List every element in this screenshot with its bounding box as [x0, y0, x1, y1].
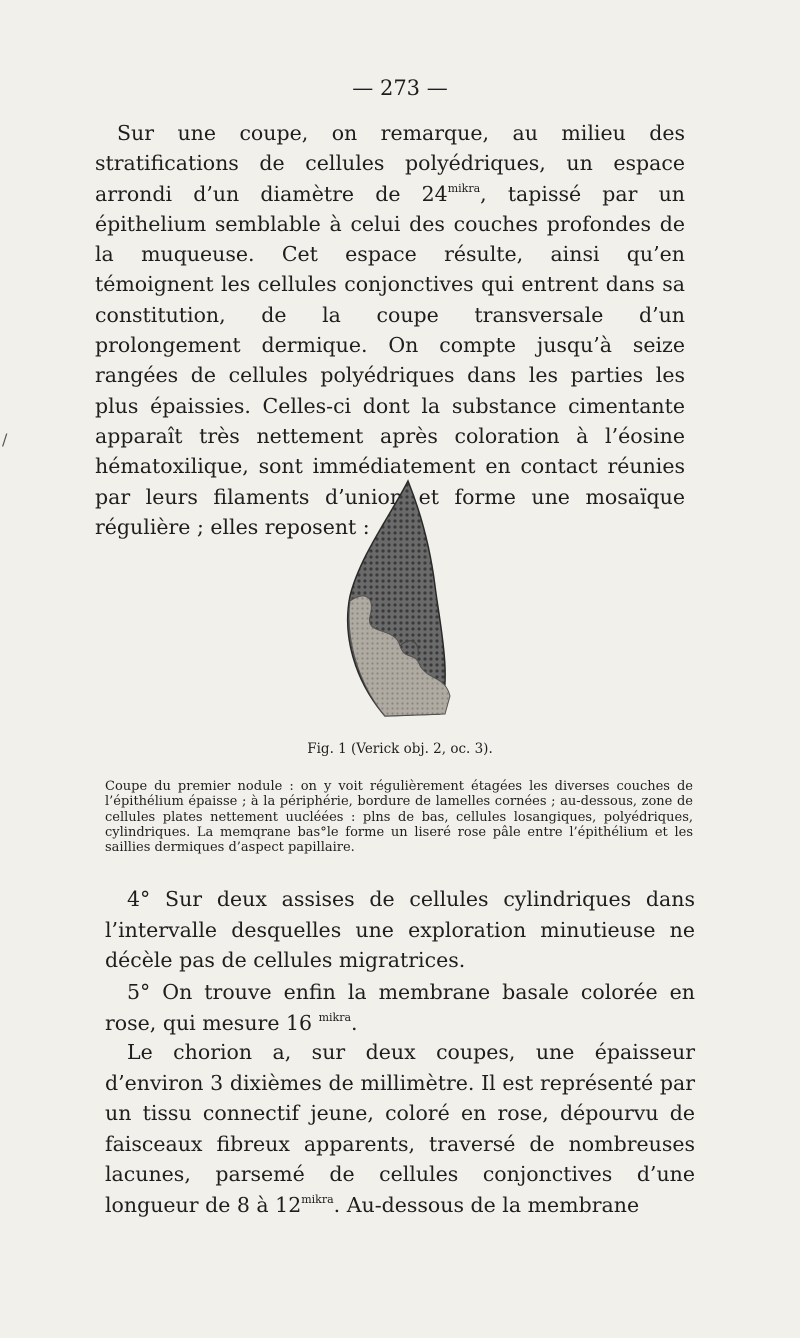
- unit-superscript: mikra: [301, 1192, 334, 1206]
- item-5-paragraph: [105, 977, 695, 1038]
- item-5-text-b: .: [351, 1010, 358, 1035]
- unit-superscript: mikra: [318, 1010, 352, 1024]
- chorion-text-b: . Au-dessous de la membrane: [333, 1192, 640, 1217]
- margin-mark: /: [2, 430, 8, 449]
- page-number: — 273 —: [352, 76, 448, 100]
- paragraph-text-b: , tapissé par un épithelium semblable à celui des couches profondes de la muqueuse. Cet espace résulte, ainsi qu’en témoignent les cellules conjonctives qui entrent dans sa constitution, de la coupe transversale d’un prolongement dermique. On compte jusqu’à seize rangées de cellules polyédriques dans les parties les plus épaissies. Celles-ci dont la substance cimentante apparaît très nettement après coloration à l’éosine hématoxilique, sont immédiatement en contact réunies par leurs filaments d’union et forme une mosaïque régulière ; elles reposent :: [95, 181, 685, 539]
- unit-superscript: mikra: [447, 181, 481, 195]
- figure-caption: Coupe du premier nodule : on y voit régulièrement étagées les diverses couches de l’épithélium épaisse ; à la périphérie, bordure de lamelles cornées ; au-dessous, zone de cellules plates nettement uucléées : plns de bas, cellules losangiques, polyédriques, cylindriques. La memqrane bas°le forme un liseré rose pâle entre l’épithélium et les saillies dermiques d’aspect papillaire.: [105, 779, 693, 856]
- histology-figure: [320, 476, 470, 721]
- figure-label: Fig. 1 (Verick obj. 2, oc. 3).: [307, 741, 493, 757]
- item-4-text: 4° Sur deux assises de cellules cylindriques dans l’intervalle desquelles une exploration minutieuse ne décèle pas de cellules migratrices.: [105, 887, 695, 972]
- item-4-paragraph: [105, 884, 695, 976]
- tissue-illustration: [320, 476, 470, 721]
- chorion-text-a: Le chorion a, sur deux coupes, une épaisseur d’environ 3 dixièmes de millimètre. Il est représenté par un tissu connectif jeune, coloré en rose, dépourvu de faisceaux fibreux apparents, traversé de nombreuses lacunes, parsemé de cellules conjonctives d’une longueur de 8 à 12: [105, 1040, 695, 1217]
- paragraph-text-a: Sur une coupe, on remarque, au milieu des stratifications de cellules polyédriques, un espace arrondi d’un diamètre de 24: [95, 121, 685, 206]
- chorion-paragraph: [105, 1037, 695, 1220]
- item-5-text-a: 5° On trouve enfin la membrane basale colorée en rose, qui mesure 16: [105, 980, 695, 1035]
